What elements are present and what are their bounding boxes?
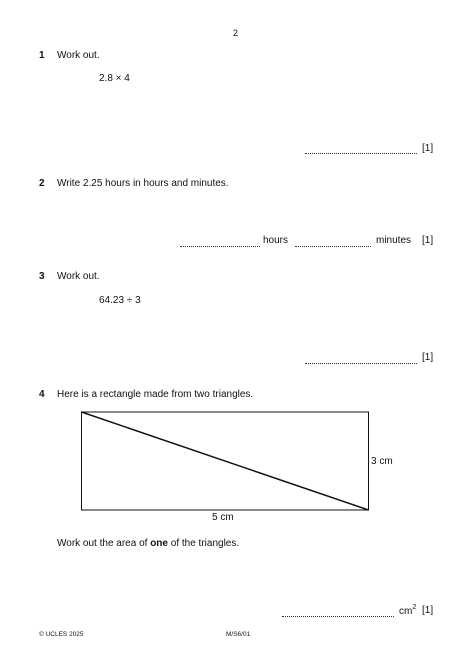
question-1-answer-line[interactable] [305,153,417,154]
page-number: 2 [233,28,239,38]
question-1-prompt: Work out. [57,50,100,61]
question-1-mark: [1] [422,143,434,154]
question-4-prompt: Here is a rectangle made from two triangles. [57,389,254,400]
question-4-instruction [57,538,239,549]
question-3-answer-line[interactable] [305,363,417,364]
question-1-expression: 2.8 × 4 [99,73,130,84]
question-2-number: 2 [39,178,45,189]
diagonal-line [82,412,369,510]
question-1-number: 1 [39,50,45,61]
instruction-text-end: of the triangles. [167,538,240,549]
question-4-mark: [1] [422,605,434,616]
question-2-mark: [1] [422,235,434,246]
question-4-answer-line[interactable] [282,616,394,617]
unit-power: 2 [412,604,417,611]
rectangle-height-label: 3 cm [371,456,393,467]
footer-copyright: © UCLES 2025 [39,631,84,638]
instruction-emphasis: one [150,538,168,549]
question-2-hours-answer-line[interactable] [180,246,260,247]
question-2-minutes-label: minutes [376,235,412,246]
rectangle-diagram [80,410,372,512]
instruction-text-start: Work out the area of [57,538,151,549]
question-3-prompt: Work out. [57,271,100,282]
unit-cm: cm [399,606,413,617]
question-3-mark: [1] [422,352,434,363]
question-2-hours-label: hours [263,235,289,246]
question-3-expression: 64.23 ÷ 3 [99,295,141,306]
question-4-number: 4 [39,389,45,400]
rectangle-width-label: 5 cm [212,512,234,523]
question-2-prompt: Write 2.25 hours in hours and minutes. [57,178,229,189]
footer-code: M/S6/01 [226,631,251,638]
question-4-unit [399,604,416,617]
question-3-number: 3 [39,271,45,282]
question-2-minutes-answer-line[interactable] [295,246,371,247]
